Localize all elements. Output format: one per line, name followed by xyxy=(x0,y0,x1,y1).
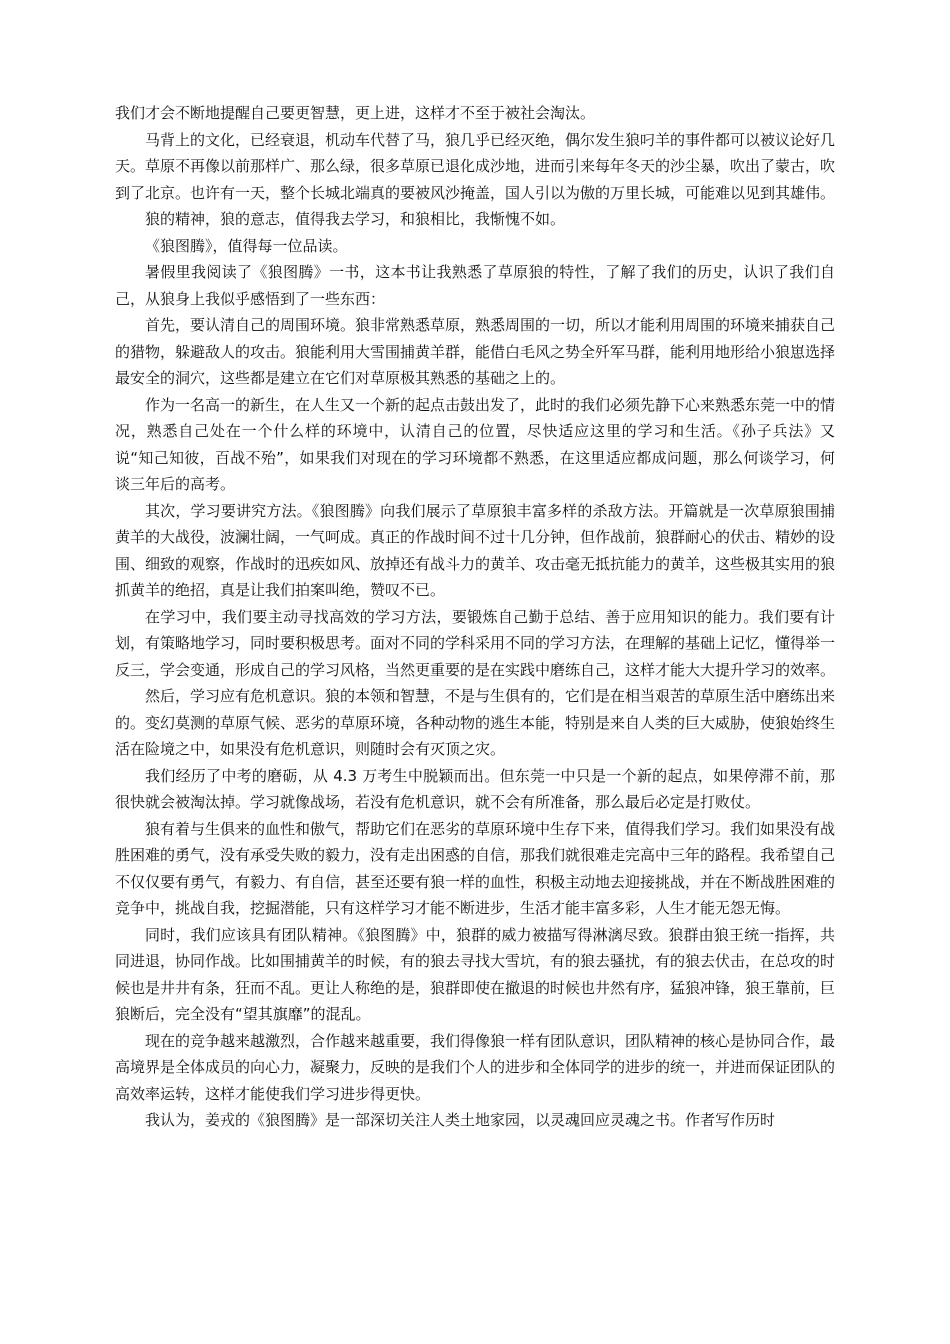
document-page xyxy=(115,100,835,1134)
paragraph-11: 我们经历了中考的磨砺，从 4.3 万考生中脱颖而出。但东莞一中只是一个新的起点，如果停滞不前，那很快就会被淘汰掉。学习就像战场，若没有危机意识，就不会有所准备，那么最后必定是打败仗。 xyxy=(115,766,835,811)
paragraph-13: 同时，我们应该具有团队精神。《狼图腾》中，狼群的威力被描写得淋漓尽致。狼群由狼王统一指挥，共同进退，协同作战。比如围捕黄羊的时候，有的狼去寻找大雪坑，有的狼去骚扰，有的狼去伏击，在总攻的时候也是井井有条，狂而不乱。更让人称绝的是，狼群即使在撤退的时候也井然有序，猛狼冲锋，狼王靠前，巨狼断后，完全没有“望其旗靡”的混乱。 xyxy=(115,925,836,1023)
paragraph-7: 作为一名高一的新生，在人生又一个新的起点击鼓出发了，此时的我们必须先静下心来熟悉东莞一中的情况，熟悉自己处在一个什么样的环境中，认清自己的位置，尽快适应这里的学习和生活。《孙子兵法》又说“知己知彼，百战不殆”，如果我们对现在的学习环境都不熟悉，在这里适应都成问题，那么何谈学习，何谈三年后的高考。 xyxy=(115,395,836,493)
paragraph-8: 其次，学习要讲究方法。《狼图腾》向我们展示了草原狼丰富多样的杀敌方法。开篇就是一次草原狼围捕黄羊的大战役，波澜壮阔，一气呵成。真正的作战时间不过十几分钟，但作战前，狼群耐心的伏击、精妙的设围、细致的观察，作战时的迅疾如风、放掉还有战斗力的黄羊、攻击毫无抵抗能力的黄羊，这些极其实用的狼抓黄羊的绝招，真是让我们拍案叫绝，赞叹不已。 xyxy=(115,501,836,599)
paragraph-1: 我们才会不断地提醒自己要更智慧，更上进，这样才不至于被社会淘汰。 xyxy=(115,104,596,122)
paragraph-5: 暑假里我阅读了《狼图腾》一书，这本书让我熟悉了草原狼的特性，了解了我们的历史，认识了我们自己，从狼身上我似乎感悟到了一些东西： xyxy=(115,263,835,308)
paragraph-9: 在学习中，我们要主动寻找高效的学习方法，要锻炼自己勤于总结、善于应用知识的能力。我们要有计划，有策略地学习，同时要积极思考。面对不同的学科采用不同的学习方法，在理解的基础上记忆，懂得举一反三，学会变通，形成自己的学习风格，当然更重要的是在实践中磨练自己，这样才能大大提升学习的效率。 xyxy=(115,607,836,679)
paragraph-14: 现在的竞争越来越激烈，合作越来越重要，我们得像狼一样有团队意识，团队精神的核心是协同合作，最高境界是全体成员的向心力，凝聚力，反映的是我们个人的进步和全体同学的进步的统一，并进而保证团队的高效率运转，这样才能使我们学习进步得更快。 xyxy=(115,1031,836,1103)
paragraph-15: 我认为，姜戎的《狼图腾》是一部深切关注人类土地家园，以灵魂回应灵魂之书。作者写作历时 xyxy=(145,1111,776,1129)
paragraph-3: 狼的精神，狼的意志，值得我去学习，和狼相比，我惭愧不如。 xyxy=(145,210,566,228)
paragraph-4: 《狼图腾》，值得每一位品读。 xyxy=(145,236,348,255)
paragraph-10: 然后，学习应有危机意识。狼的本领和智慧，不是与生俱有的，它们是在相当艰苦的草原生活中磨练出来的。变幻莫测的草原气候、恶劣的草原环境，各种动物的逃生本能，特别是来自人类的巨大威胁，使狼始终生活在险境之中，如果没有危机意识，则随时会有灭顶之灾。 xyxy=(115,687,836,758)
paragraph-2: 马背上的文化，已经衰退，机动车代替了马，狼几乎已经灭绝，偶尔发生狼叼羊的事件都可以被议论好几天。草原不再像以前那样广、那么绿，很多草原已退化成沙地，进而引来每年冬天的沙尘暴，吹出了蒙古，吹到了北京。也许有一天，整个长城北端真的要被风沙掩盖，国人引以为傲的万里长城，可能难以见到其雄伟。 xyxy=(115,130,836,202)
paragraph-12: 狼有着与生俱来的血性和傲气，帮助它们在恶劣的草原环境中生存下来，值得我们学习。我们如果没有战胜困难的勇气，没有承受失败的毅力，没有走出困惑的自信，那我们就很难走完高中三年的路程。我希望自己不仅仅要有勇气，有毅力、有自信，甚至还要有狼一样的血性，积极主动地去迎接挑战，并在不断战胜困难的竞争中，挑战自我，挖掘潜能，只有这样学习才能不断进步，生活才能丰富多彩，人生才能无怨无悔。 xyxy=(115,819,836,917)
paragraph-6: 首先，要认清自己的周围环境。狼非常熟悉草原，熟悉周围的一切，所以才能利用周围的环境来捕获自己的猎物，躲避敌人的攻击。狼能利用大雪围捕黄羊群，能借白毛风之势全歼军马群，能利用地形给小狼崽选择最安全的洞穴，这些都是建立在它们对草原极其熟悉的基础之上的。 xyxy=(115,316,836,387)
